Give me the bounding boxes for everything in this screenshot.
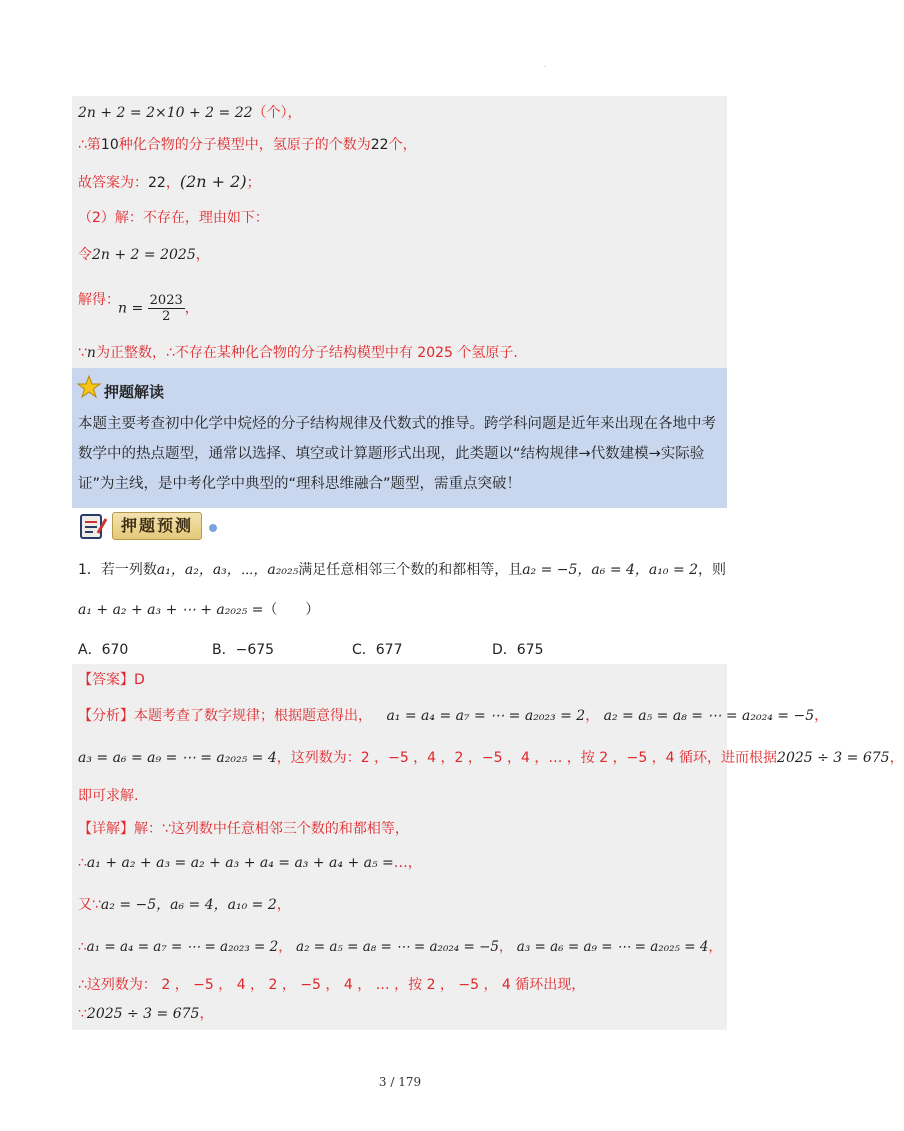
expr: a₁，a₂，a₃，⋯，a₂₀₂₅ [156, 562, 299, 578]
label: 【分析】 [78, 708, 134, 724]
expr: a₁ = a₄ = a₇ = ⋯ = a₂₀₂₃ = 2 [86, 939, 279, 955]
option-a[interactable]: A．670 [78, 642, 129, 658]
text: ， [184, 300, 199, 317]
var: n [86, 345, 96, 361]
text: 令 [78, 247, 92, 263]
notepad-icon [78, 511, 108, 541]
detail-line-1 [78, 819, 409, 839]
expr: a₂ = a₅ = a₈ = ⋯ = a₂₀₂₄ = −5 [603, 708, 815, 724]
text: 解得： [78, 292, 120, 308]
analysis-line-1 [78, 706, 828, 726]
solution-line-3 [78, 172, 261, 193]
numerator: 2023 [149, 293, 183, 308]
text: ， [195, 247, 210, 263]
fraction-expr [118, 293, 199, 324]
option-c[interactable]: C．677 [352, 642, 403, 658]
text: ， [276, 897, 291, 913]
analysis-line-2 [78, 748, 904, 768]
expr: a₂ = −5，a₆ = 4，a₁₀ = 2 [100, 897, 277, 913]
number: 22 [148, 175, 166, 191]
expr: a₂ = a₅ = a₈ = ⋯ = a₂₀₂₄ = −5 [296, 939, 499, 955]
detail-line-6 [78, 1004, 213, 1024]
text: ∴第 [78, 137, 101, 153]
text: ， [165, 175, 180, 191]
denominator: 2 [162, 309, 171, 324]
page-number: 3 / 179 [378, 1075, 422, 1089]
option-b[interactable]: B．−675 [212, 642, 275, 658]
analysis-line-3: 即可求解. [78, 788, 139, 804]
expr: a₁ = a₄ = a₇ = ⋯ = a₂₀₂₃ = 2 [386, 708, 586, 724]
lhs: n = [118, 300, 144, 317]
text: 2 ，−5 ，4 ，2 ，−5 ，4 ，… ，按 2 ，−5 ，4 循环，进而根据 [360, 750, 778, 766]
text: …， [393, 855, 422, 871]
fraction [148, 293, 185, 324]
number: 22 [370, 137, 389, 153]
text: 又∵ [78, 897, 101, 913]
text: ，则 [698, 562, 727, 578]
expr: a₁ + a₂ + a₃ = a₂ + a₃ + a₄ = a₃ + a₄ + a₅ = [86, 855, 394, 871]
analysis-text: 本题主要考查初中化学中烷烃的分子结构规律及代数式的推导。跨学科问题是近年来出现在各地中考数学中的热点题型，通常以选择、填空或计算题形式出现，此类题以“结构规律→代数建模→实际验证”为主线，是中考化学中典型的“理科思维融合”题型，需重点突破！ [78, 416, 716, 492]
text: ，这列数为： [276, 750, 361, 766]
section-banner: 押题预测 [112, 512, 202, 540]
text: ∵ [78, 1006, 87, 1022]
text: ， [889, 750, 904, 766]
detail-line-3 [78, 895, 291, 915]
question-sum [78, 600, 319, 620]
text: ∵ [78, 345, 87, 361]
text: 故答案为： [78, 175, 148, 191]
text: ， [278, 939, 292, 955]
expr: (2n + 2) [179, 172, 247, 191]
question-stem [78, 560, 726, 580]
text: ∴ [78, 855, 87, 871]
solution-line-7 [78, 343, 518, 363]
number: 10 [100, 137, 119, 153]
text: ， [814, 708, 829, 724]
text: 个， [388, 137, 417, 153]
expr: a₁ + a₂ + a₃ + ⋯ + a₂₀₂₅ = [78, 602, 264, 618]
expr: 2025 ÷ 3 = 675 [777, 750, 890, 766]
text: ， [585, 708, 600, 724]
text: （个）， [252, 105, 302, 121]
detail-line-4 [78, 937, 722, 957]
expr: 2n + 2 = 2×10 + 2 = 22 [78, 105, 253, 121]
text: 解：∵这列数中任意相邻三个数的和都相等， [134, 821, 409, 837]
detail-line-5: ∴这列数为： 2 ， −5 ， 4 ， 2 ， −5 ， 4 ， … ，按 2 ， −5 ， 4 循环出现， [78, 977, 586, 993]
text: ∴ [78, 939, 87, 955]
text: 为正整数，∴不存在某种化合物的分子结构模型中有 2025 个氢原子. [95, 345, 518, 361]
text: ； [246, 175, 261, 191]
solution-line-5 [78, 245, 210, 265]
solution-line-4: （2）解：不存在，理由如下： [78, 210, 269, 226]
label: 【详解】 [78, 821, 134, 837]
expr: 2n + 2 = 2025 [92, 247, 196, 263]
text: 本题考查了数字规律；根据题意得出， [134, 708, 372, 724]
expr: a₂ = −5，a₆ = 4，a₁₀ = 2 [522, 562, 699, 578]
text: ， [498, 939, 513, 955]
solution-line-1 [78, 103, 302, 123]
text: 种化合物的分子模型中，氢原子的个数为 [118, 137, 371, 153]
text: ， [199, 1006, 214, 1022]
expr: a₃ = a₆ = a₉ = ⋯ = a₂₀₂₅ = 4 [78, 750, 277, 766]
banner-dot [209, 524, 217, 532]
text: ， [708, 939, 722, 955]
text: （ ） [263, 602, 320, 618]
solution-line-2 [78, 135, 417, 155]
option-d[interactable]: D．675 [492, 642, 544, 658]
detail-line-2 [78, 853, 422, 873]
header-mark: · [544, 64, 546, 71]
expr: a₃ = a₆ = a₉ = ⋯ = a₂₀₂₅ = 4 [516, 939, 709, 955]
answer-label: 【答案】D [78, 672, 145, 688]
expr: 2025 ÷ 3 = 675 [86, 1006, 200, 1022]
text: 1．若一列数 [78, 562, 157, 578]
text: 满足任意相邻三个数的和都相等，且 [298, 562, 523, 578]
star-icon [77, 375, 101, 399]
analysis-title: 押题解读 [104, 383, 165, 401]
solution-line-6 [78, 290, 120, 310]
